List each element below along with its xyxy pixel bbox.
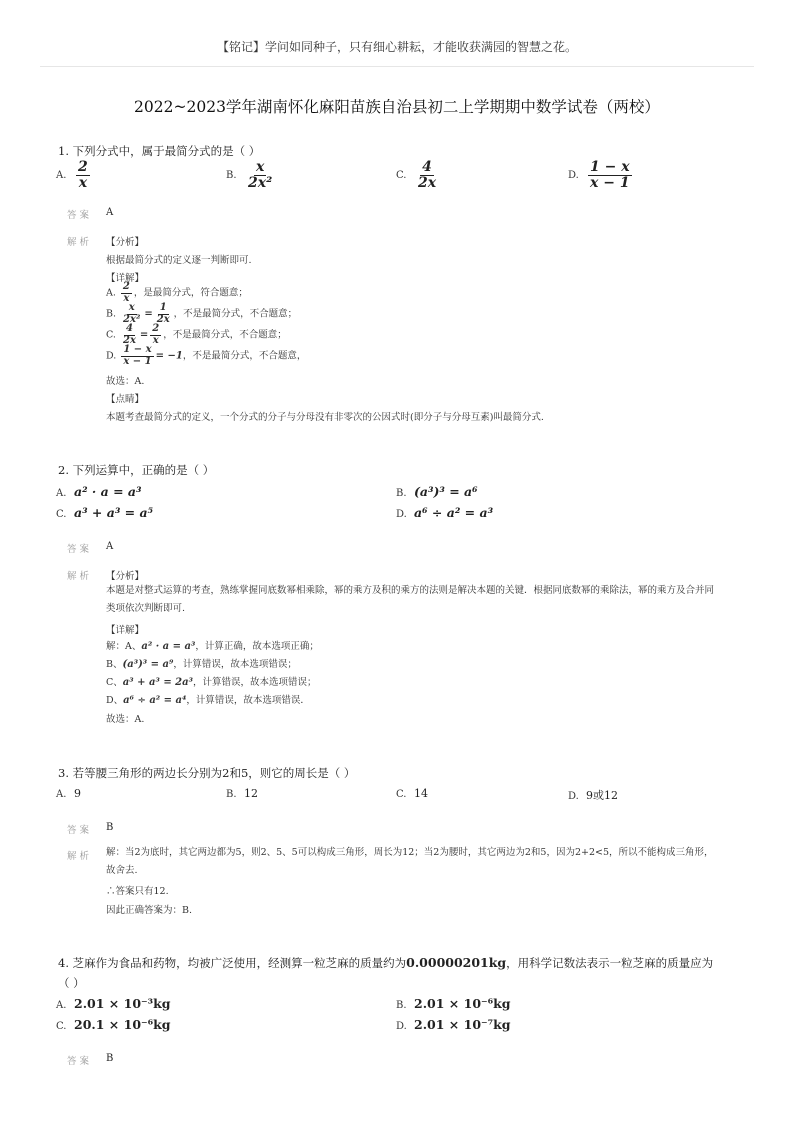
fraction: $\frac{2}{x}$: [78, 159, 88, 191]
detail-line-c: C. $\frac{4}{2x}$ = $\frac{2}{x}$ ，不是最简分式，不合题意；: [106, 323, 287, 346]
option-c[interactable]: C. a³ + a³ = a⁵: [56, 505, 154, 520]
detail-line-d: D. $\frac{1 - x}{x - 1}$ = −1，不是最简分式，不合题意，: [106, 344, 307, 367]
answer-value: B: [106, 822, 114, 833]
option-d[interactable]: D. 2.01 × 10⁻⁷kg: [396, 1017, 511, 1032]
option-a[interactable]: A. 9: [56, 787, 81, 800]
fraction: $\frac{4}{2x}$: [418, 159, 437, 191]
option-a[interactable]: [56, 160, 92, 190]
answer-value: A: [106, 541, 114, 552]
analysis-text: 根据最简分式的定义逐一判断即可.: [106, 255, 252, 266]
option-a[interactable]: A. 2.01 × 10⁻³kg: [56, 996, 171, 1011]
detail-line-b: B. $\frac{x}{\text{2x²}}$ = $\frac{1}{2x}$ ，不是最简分式，不合题意；: [106, 302, 298, 325]
question-stem: 3. 若等腰三角形的两边长分别为2和5，则它的周长是（ ）: [58, 766, 356, 780]
analysis-label: 解析: [67, 237, 93, 248]
option-letter: B.: [226, 170, 237, 182]
page-title: 2022~2023学年湖南怀化麻阳苗族自治县初二上学期期中数学试卷（两校）: [134, 98, 660, 116]
option-letter: A.: [56, 170, 67, 182]
conclusion: 故选：A.: [106, 376, 145, 387]
answer-value: B: [106, 1053, 114, 1064]
question-stem-line-2: （ ）: [58, 976, 85, 990]
analysis-line-3: 因此正确答案为：B.: [106, 905, 193, 916]
analysis-text: 解：当2为底时，其它两边都为5，则2、5、5可以构成三角形，周长为12；当2为腰时，其它两边为2和5，因为2+2<5，所以不能构成三角形，故舍去.: [106, 847, 714, 876]
option-c[interactable]: [396, 160, 440, 190]
fraction: $\frac{1 - x}{x - 1}$: [590, 159, 630, 191]
option-b[interactable]: B. (a³)³ = a⁶: [396, 484, 478, 499]
header-divider: [40, 66, 754, 67]
analysis-text: 本题是对整式运算的考查，熟练掌握同底数幂相乘除，幂的乘方及积的乘方的法则是解决本题的关键．根据同底数幂的乘除法，幂的乘方及合并同类项依次判断即可.: [106, 585, 715, 614]
analysis-heading: 【分析】: [106, 571, 145, 582]
motto: 【铭记】学问如同种子，只有细心耕耘，才能收获满园的智慧之花。: [216, 40, 577, 54]
mass-value: 0.00000201kg: [406, 955, 507, 970]
answer-label: 答案: [67, 1056, 93, 1067]
option-b[interactable]: [226, 160, 276, 190]
analysis-line-2: ∴答案只有12.: [106, 886, 169, 897]
detail-heading: 【详解】: [106, 625, 145, 636]
answer-value: A: [106, 207, 114, 218]
option-letter: D.: [568, 170, 579, 182]
comment-heading: 【点睛】: [106, 394, 145, 405]
answer-label: 答案: [67, 825, 93, 836]
detail-line-c: C、a³ + a³ = 2a³，计算错误，故本选项错误；: [106, 677, 317, 688]
fraction: $\frac{x}{\text{2x²}}$: [248, 159, 273, 191]
option-d[interactable]: [568, 160, 634, 190]
analysis-label: 解析: [67, 851, 93, 862]
detail-heading: 【详解】: [106, 273, 145, 284]
detail-line-b: B、(a³)³ = a⁹，计算错误，故本选项错误；: [106, 659, 297, 670]
analysis-heading: 【分析】: [106, 237, 145, 248]
detail-line-d: D、a⁶ ÷ a² = a⁴，计算错误，故本选项错误．: [106, 695, 310, 706]
conclusion: 故选：A.: [106, 714, 145, 725]
answer-label: 答案: [67, 210, 93, 221]
option-a[interactable]: A. a² · a = a³: [56, 484, 142, 499]
option-letter: C.: [396, 170, 407, 182]
option-d[interactable]: D. 9或12: [568, 789, 618, 802]
question-stem: 1. 下列分式中，属于最简分式的是（ ）: [58, 144, 261, 158]
option-b[interactable]: B. 12: [226, 787, 258, 800]
answer-label: 答案: [67, 544, 93, 555]
option-d[interactable]: D. a⁶ ÷ a² = a³: [396, 505, 494, 520]
option-c[interactable]: C. 20.1 × 10⁻⁶kg: [56, 1017, 171, 1032]
question-stem: 4. 芝麻作为食品和药物，均被广泛使用，经测算一粒芝麻的质量约为0.00000201kg，用科学记数法表示一粒芝麻的质量应为: [58, 955, 714, 970]
option-b[interactable]: B. 2.01 × 10⁻⁶kg: [396, 996, 511, 1011]
question-stem: 2. 下列运算中，正确的是（ ）: [58, 463, 215, 477]
comment-text: 本题考查最简分式的定义，一个分式的分子与分母没有非零次的公因式时(即分子与分母互素)叫最简分式.: [106, 412, 544, 423]
detail-line-a: 解：A、a² · a = a³，计算正确，故本选项正确；: [106, 641, 319, 652]
detail-line-a: A. $\frac{2}{x}$ ，是最简分式，符合题意；: [106, 281, 248, 304]
option-c[interactable]: C. 14: [396, 787, 428, 800]
analysis-label: 解析: [67, 571, 93, 582]
